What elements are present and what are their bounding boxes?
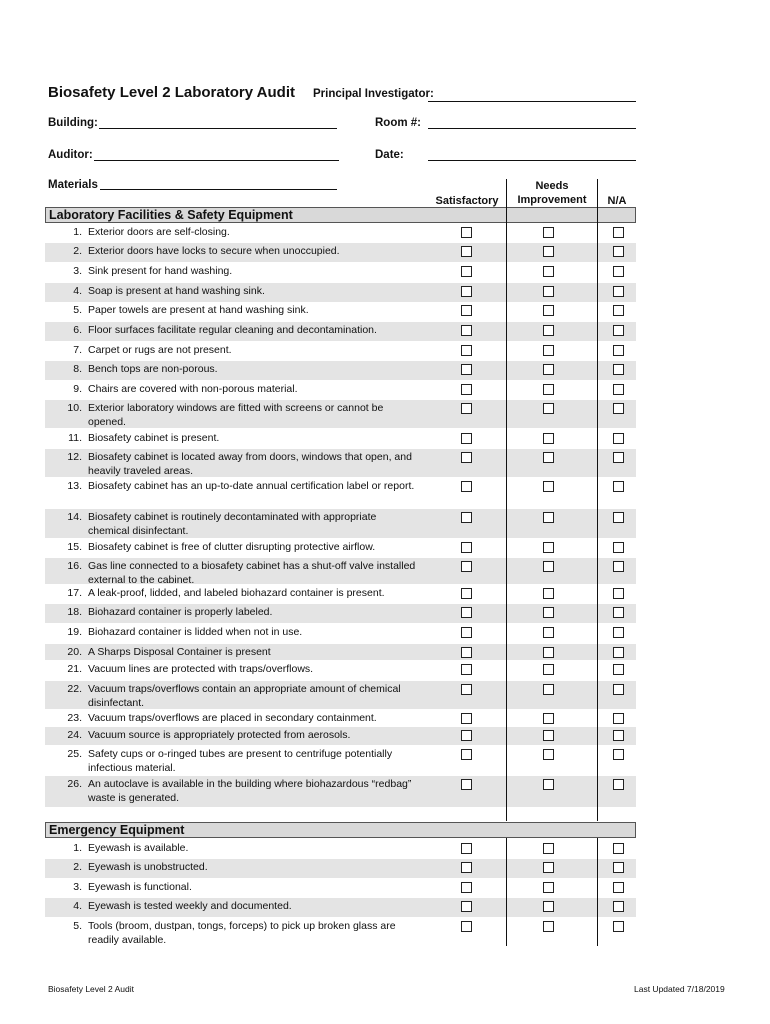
item-number: 10. bbox=[67, 402, 82, 414]
needs-improvement-checkbox[interactable] bbox=[543, 730, 554, 741]
item-text: Exterior doors are self-closing. bbox=[88, 226, 230, 238]
table-row bbox=[45, 302, 636, 321]
satisfactory-checkbox[interactable] bbox=[461, 227, 472, 238]
na-checkbox[interactable] bbox=[613, 512, 624, 523]
item-text: Exterior doors have locks to secure when unoccupied. bbox=[88, 245, 340, 257]
satisfactory-checkbox[interactable] bbox=[461, 627, 472, 638]
item-text: Sink present for hand washing. bbox=[88, 265, 233, 277]
item-text: Biosafety cabinet has an up-to-date annual certification label or report. bbox=[88, 480, 415, 492]
needs-improvement-checkbox[interactable] bbox=[543, 452, 554, 463]
principal-investigator-label: Principal Investigator: bbox=[313, 88, 434, 100]
table-row bbox=[45, 918, 636, 948]
table-row bbox=[45, 263, 636, 281]
building-field[interactable] bbox=[99, 128, 337, 129]
item-number: 11. bbox=[68, 432, 82, 444]
needs-improvement-checkbox[interactable] bbox=[543, 713, 554, 724]
column-divider bbox=[506, 838, 507, 946]
needs-improvement-checkbox[interactable] bbox=[543, 607, 554, 618]
footer-right: Last Updated 7/18/2019 bbox=[634, 984, 725, 994]
table-row bbox=[45, 604, 636, 623]
na-checkbox[interactable] bbox=[613, 542, 624, 553]
satisfactory-checkbox[interactable] bbox=[461, 749, 472, 760]
table-row bbox=[45, 585, 636, 603]
na-checkbox[interactable] bbox=[613, 843, 624, 854]
needs-improvement-checkbox[interactable] bbox=[543, 664, 554, 675]
item-text: An autoclave is available in the building where biohazardous “redbag” waste is generated. bbox=[88, 778, 412, 804]
table-row bbox=[45, 727, 636, 745]
satisfactory-checkbox[interactable] bbox=[461, 266, 472, 277]
needs-improvement-checkbox[interactable] bbox=[543, 588, 554, 599]
na-checkbox[interactable] bbox=[613, 901, 624, 912]
section-emergency-header: Emergency Equipment bbox=[45, 822, 636, 838]
table-row bbox=[45, 898, 636, 917]
item-number: 24. bbox=[67, 729, 82, 741]
table-row bbox=[45, 400, 636, 428]
na-checkbox[interactable] bbox=[613, 433, 624, 444]
needs-improvement-checkbox[interactable] bbox=[543, 561, 554, 572]
table-row bbox=[45, 776, 636, 807]
needs-improvement-checkbox[interactable] bbox=[543, 542, 554, 553]
na-checkbox[interactable] bbox=[613, 384, 624, 395]
na-checkbox[interactable] bbox=[613, 713, 624, 724]
item-number: 1. bbox=[73, 842, 82, 854]
item-number: 2. bbox=[73, 861, 82, 873]
date-field[interactable] bbox=[428, 160, 636, 161]
na-checkbox[interactable] bbox=[613, 779, 624, 790]
na-checkbox[interactable] bbox=[613, 921, 624, 932]
needs-improvement-checkbox[interactable] bbox=[543, 627, 554, 638]
na-checkbox[interactable] bbox=[613, 627, 624, 638]
satisfactory-checkbox[interactable] bbox=[461, 433, 472, 444]
satisfactory-checkbox[interactable] bbox=[461, 713, 472, 724]
needs-improvement-checkbox[interactable] bbox=[543, 481, 554, 492]
item-text: Biohazard container is lidded when not in use. bbox=[88, 626, 303, 638]
item-number: 3. bbox=[73, 265, 82, 277]
table-row bbox=[45, 840, 636, 858]
na-checkbox[interactable] bbox=[613, 749, 624, 760]
item-text: Safety cups or o-ringed tubes are present to centrifuge potentially infectious material. bbox=[88, 748, 393, 774]
page-title: Biosafety Level 2 Laboratory Audit bbox=[48, 84, 296, 101]
auditor-field[interactable] bbox=[94, 160, 339, 161]
item-text: Eyewash is functional. bbox=[88, 881, 192, 893]
needs-improvement-checkbox[interactable] bbox=[543, 901, 554, 912]
room-field[interactable] bbox=[428, 128, 636, 129]
satisfactory-checkbox[interactable] bbox=[461, 481, 472, 492]
item-text: Biosafety cabinet is free of clutter disrupting protective airflow. bbox=[88, 541, 376, 553]
satisfactory-checkbox[interactable] bbox=[461, 664, 472, 675]
item-number: 21. bbox=[67, 663, 82, 675]
satisfactory-checkbox[interactable] bbox=[461, 862, 472, 873]
satisfactory-checkbox[interactable] bbox=[461, 325, 472, 336]
table-row bbox=[45, 449, 636, 477]
needs-improvement-checkbox[interactable] bbox=[543, 325, 554, 336]
table-row bbox=[45, 710, 636, 726]
needs-improvement-checkbox[interactable] bbox=[543, 684, 554, 695]
satisfactory-checkbox[interactable] bbox=[461, 730, 472, 741]
satisfactory-checkbox[interactable] bbox=[461, 452, 472, 463]
satisfactory-checkbox[interactable] bbox=[461, 286, 472, 297]
item-number: 26. bbox=[67, 778, 82, 790]
item-text: Paper towels are present at hand washing sink. bbox=[88, 304, 309, 316]
item-number: 20. bbox=[67, 646, 82, 658]
satisfactory-checkbox[interactable] bbox=[461, 542, 472, 553]
item-text: Biosafety cabinet is located away from doors, windows that open, and heavily traveled areas. bbox=[88, 451, 412, 477]
column-needs-improvement bbox=[507, 179, 597, 207]
needs-improvement-checkbox[interactable] bbox=[543, 512, 554, 523]
date-label: Date: bbox=[375, 149, 404, 161]
item-number: 19. bbox=[67, 626, 82, 638]
materials-label: Materials bbox=[48, 179, 98, 191]
satisfactory-checkbox[interactable] bbox=[461, 246, 472, 257]
na-checkbox[interactable] bbox=[613, 345, 624, 356]
na-checkbox[interactable] bbox=[613, 403, 624, 414]
table-row bbox=[45, 478, 636, 507]
needs-improvement-checkbox[interactable] bbox=[543, 882, 554, 893]
na-checkbox[interactable] bbox=[613, 364, 624, 375]
satisfactory-checkbox[interactable] bbox=[461, 843, 472, 854]
table-row bbox=[45, 381, 636, 400]
table-row bbox=[45, 224, 636, 242]
table-row bbox=[45, 361, 636, 380]
satisfactory-checkbox[interactable] bbox=[461, 684, 472, 695]
needs-improvement-checkbox[interactable] bbox=[543, 749, 554, 760]
item-text: Eyewash is available. bbox=[88, 842, 189, 854]
table-row bbox=[45, 342, 636, 361]
na-checkbox[interactable] bbox=[613, 882, 624, 893]
item-text: Vacuum lines are protected with traps/overflows. bbox=[88, 663, 314, 675]
item-text: A Sharps Disposal Container is present bbox=[88, 646, 271, 658]
na-checkbox[interactable] bbox=[613, 246, 624, 257]
item-text: Soap is present at hand washing sink. bbox=[88, 285, 265, 297]
section-facilities-header: Laboratory Facilities & Safety Equipment bbox=[45, 207, 636, 223]
column-divider bbox=[506, 179, 507, 821]
table-row bbox=[45, 859, 636, 878]
item-text: Tools (broom, dustpan, tongs, forceps) to pick up broken glass are readily available. bbox=[88, 920, 396, 946]
satisfactory-checkbox[interactable] bbox=[461, 901, 472, 912]
na-checkbox[interactable] bbox=[613, 452, 624, 463]
table-row bbox=[45, 243, 636, 262]
item-text: Gas line connected to a biosafety cabinet has a shut-off valve installed external to the cabinet. bbox=[88, 560, 416, 586]
item-text: Floor surfaces facilitate regular cleaning and decontamination. bbox=[88, 324, 377, 336]
table-row bbox=[45, 430, 636, 448]
item-number: 15. bbox=[67, 541, 82, 553]
na-checkbox[interactable] bbox=[613, 305, 624, 316]
table-row bbox=[45, 322, 636, 341]
needs-improvement-checkbox[interactable] bbox=[543, 433, 554, 444]
needs-improvement-checkbox[interactable] bbox=[543, 921, 554, 932]
needs-improvement-checkbox[interactable] bbox=[543, 779, 554, 790]
needs-improvement-checkbox[interactable] bbox=[543, 286, 554, 297]
item-text: Vacuum traps/overflows are placed in secondary containment. bbox=[88, 712, 377, 724]
item-number: 12. bbox=[67, 451, 82, 463]
table-row bbox=[45, 509, 636, 538]
needs-improvement-checkbox[interactable] bbox=[543, 266, 554, 277]
satisfactory-checkbox[interactable] bbox=[461, 512, 472, 523]
na-checkbox[interactable] bbox=[613, 664, 624, 675]
item-number: 9. bbox=[73, 383, 82, 395]
footer-left: Biosafety Level 2 Audit bbox=[48, 984, 135, 994]
column-needs-line2: Improvement bbox=[517, 194, 587, 206]
na-checkbox[interactable] bbox=[613, 481, 624, 492]
needs-improvement-checkbox[interactable] bbox=[543, 305, 554, 316]
item-text: Carpet or rugs are not present. bbox=[88, 344, 232, 356]
item-text: Biohazard container is properly labeled. bbox=[88, 606, 273, 618]
na-checkbox[interactable] bbox=[613, 588, 624, 599]
satisfactory-checkbox[interactable] bbox=[461, 882, 472, 893]
satisfactory-checkbox[interactable] bbox=[461, 364, 472, 375]
na-checkbox[interactable] bbox=[613, 647, 624, 658]
satisfactory-checkbox[interactable] bbox=[461, 607, 472, 618]
item-number: 3. bbox=[73, 881, 82, 893]
table-row bbox=[45, 661, 636, 680]
satisfactory-checkbox[interactable] bbox=[461, 403, 472, 414]
na-checkbox[interactable] bbox=[613, 227, 624, 238]
item-text: Chairs are covered with non-porous material. bbox=[88, 383, 298, 395]
item-number: 1. bbox=[73, 226, 82, 238]
na-checkbox[interactable] bbox=[613, 286, 624, 297]
satisfactory-checkbox[interactable] bbox=[461, 921, 472, 932]
needs-improvement-checkbox[interactable] bbox=[543, 403, 554, 414]
item-text: Exterior laboratory windows are fitted with screens or cannot be opened. bbox=[88, 402, 384, 428]
item-number: 23. bbox=[67, 712, 82, 724]
item-text: A leak-proof, lidded, and labeled biohazard container is present. bbox=[88, 587, 385, 599]
item-text: Eyewash is tested weekly and documented. bbox=[88, 900, 292, 912]
item-text: Biosafety cabinet is routinely decontaminated with appropriate chemical disinfectant. bbox=[88, 511, 377, 537]
na-checkbox[interactable] bbox=[613, 730, 624, 741]
na-checkbox[interactable] bbox=[613, 561, 624, 572]
needs-improvement-checkbox[interactable] bbox=[543, 227, 554, 238]
principal-investigator-field[interactable] bbox=[428, 101, 636, 102]
item-number: 16. bbox=[67, 560, 82, 572]
item-number: 14. bbox=[67, 511, 82, 523]
needs-improvement-checkbox[interactable] bbox=[543, 862, 554, 873]
satisfactory-checkbox[interactable] bbox=[461, 345, 472, 356]
table-row bbox=[45, 746, 636, 775]
needs-improvement-checkbox[interactable] bbox=[543, 843, 554, 854]
item-text: Vacuum source is appropriately protected from aerosols. bbox=[88, 729, 351, 741]
needs-improvement-checkbox[interactable] bbox=[543, 647, 554, 658]
column-divider bbox=[597, 838, 598, 946]
auditor-label: Auditor: bbox=[48, 149, 93, 161]
na-checkbox[interactable] bbox=[613, 266, 624, 277]
satisfactory-checkbox[interactable] bbox=[461, 647, 472, 658]
table-row bbox=[45, 283, 636, 302]
item-text: Bench tops are non-porous. bbox=[88, 363, 218, 375]
table-row bbox=[45, 879, 636, 897]
table-row bbox=[45, 681, 636, 709]
item-number: 22. bbox=[67, 683, 82, 695]
column-divider bbox=[597, 179, 598, 821]
needs-improvement-checkbox[interactable] bbox=[543, 345, 554, 356]
room-label: Room #: bbox=[375, 117, 421, 129]
item-number: 17. bbox=[67, 587, 82, 599]
satisfactory-checkbox[interactable] bbox=[461, 384, 472, 395]
column-needs-line1: Needs bbox=[535, 180, 569, 192]
na-checkbox[interactable] bbox=[613, 325, 624, 336]
column-na: N/A bbox=[607, 195, 627, 207]
item-number: 13. bbox=[67, 480, 82, 492]
needs-improvement-checkbox[interactable] bbox=[543, 246, 554, 257]
item-number: 6. bbox=[73, 324, 82, 336]
item-number: 5. bbox=[73, 304, 82, 316]
item-number: 4. bbox=[73, 285, 82, 297]
na-checkbox[interactable] bbox=[613, 607, 624, 618]
satisfactory-checkbox[interactable] bbox=[461, 305, 472, 316]
na-checkbox[interactable] bbox=[613, 684, 624, 695]
na-checkbox[interactable] bbox=[613, 862, 624, 873]
item-number: 8. bbox=[73, 363, 82, 375]
item-number: 18. bbox=[67, 606, 82, 618]
needs-improvement-checkbox[interactable] bbox=[543, 364, 554, 375]
item-text: Eyewash is unobstructed. bbox=[88, 861, 208, 873]
item-number: 2. bbox=[73, 245, 82, 257]
item-number: 4. bbox=[73, 900, 82, 912]
satisfactory-checkbox[interactable] bbox=[461, 779, 472, 790]
satisfactory-checkbox[interactable] bbox=[461, 561, 472, 572]
materials-field[interactable] bbox=[100, 189, 337, 190]
table-row bbox=[45, 624, 636, 643]
column-satisfactory: Satisfactory bbox=[435, 195, 499, 207]
satisfactory-checkbox[interactable] bbox=[461, 588, 472, 599]
table-row bbox=[45, 558, 636, 584]
item-text: Biosafety cabinet is present. bbox=[88, 432, 220, 444]
item-number: 7. bbox=[73, 344, 82, 356]
table-row bbox=[45, 539, 636, 557]
needs-improvement-checkbox[interactable] bbox=[543, 384, 554, 395]
building-label: Building: bbox=[48, 117, 98, 129]
table-row bbox=[45, 644, 636, 660]
item-number: 5. bbox=[73, 920, 82, 932]
item-number: 25. bbox=[67, 748, 82, 760]
item-text: Vacuum traps/overflows contain an appropriate amount of chemical disinfectant. bbox=[88, 683, 401, 709]
